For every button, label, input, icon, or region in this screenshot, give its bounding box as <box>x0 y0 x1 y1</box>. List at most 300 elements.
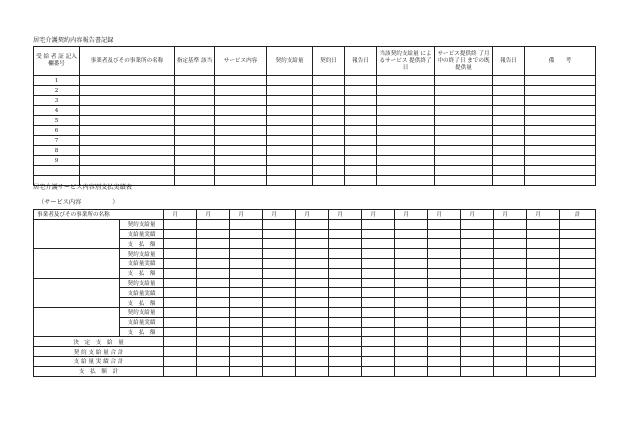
month-value-cell[interactable] <box>428 288 461 298</box>
month-value-cell[interactable] <box>461 249 494 259</box>
entry-cell[interactable] <box>267 176 313 186</box>
entry-cell[interactable] <box>267 116 313 126</box>
month-value-cell[interactable] <box>461 268 494 278</box>
provider-name-cell[interactable] <box>34 307 120 336</box>
entry-cell[interactable] <box>80 76 175 86</box>
month-value-cell[interactable] <box>395 327 428 337</box>
month-value-cell[interactable] <box>494 337 527 347</box>
month-value-cell[interactable] <box>329 239 362 249</box>
month-value-cell[interactable] <box>164 249 197 259</box>
entry-cell[interactable] <box>80 146 175 156</box>
month-value-cell[interactable] <box>329 347 362 357</box>
entry-cell[interactable] <box>525 126 596 136</box>
entry-cell[interactable] <box>435 106 493 116</box>
total-cell[interactable] <box>560 268 596 278</box>
month-value-cell[interactable] <box>329 337 362 347</box>
month-value-cell[interactable] <box>362 317 395 327</box>
entry-cell[interactable] <box>215 86 267 96</box>
month-value-cell[interactable] <box>296 239 329 249</box>
entry-cell[interactable] <box>313 176 345 186</box>
month-value-cell[interactable] <box>164 258 197 268</box>
month-value-cell[interactable] <box>296 278 329 288</box>
month-value-cell[interactable] <box>329 317 362 327</box>
entry-cell[interactable] <box>435 76 493 86</box>
month-value-cell[interactable] <box>197 219 230 229</box>
month-value-cell[interactable] <box>329 249 362 259</box>
entry-cell[interactable] <box>525 76 596 86</box>
total-cell[interactable] <box>560 366 596 376</box>
entry-cell[interactable] <box>345 86 377 96</box>
entry-cell[interactable] <box>493 126 525 136</box>
month-value-cell[interactable] <box>296 317 329 327</box>
month-value-cell[interactable] <box>461 288 494 298</box>
month-value-cell[interactable] <box>197 239 230 249</box>
total-cell[interactable] <box>560 327 596 337</box>
entry-cell[interactable] <box>313 136 345 146</box>
month-value-cell[interactable] <box>329 278 362 288</box>
month-value-cell[interactable] <box>362 356 395 366</box>
entry-cell[interactable] <box>80 116 175 126</box>
month-value-cell[interactable] <box>527 288 560 298</box>
month-value-cell[interactable] <box>263 347 296 357</box>
month-value-cell[interactable] <box>263 268 296 278</box>
month-value-cell[interactable] <box>461 327 494 337</box>
month-value-cell[interactable] <box>428 347 461 357</box>
entry-cell[interactable] <box>267 156 313 166</box>
month-value-cell[interactable] <box>362 219 395 229</box>
month-value-cell[interactable] <box>494 239 527 249</box>
month-value-cell[interactable] <box>164 347 197 357</box>
month-value-cell[interactable] <box>362 288 395 298</box>
month-value-cell[interactable] <box>164 278 197 288</box>
entry-cell[interactable] <box>80 106 175 116</box>
month-value-cell[interactable] <box>527 278 560 288</box>
month-value-cell[interactable] <box>230 337 263 347</box>
entry-cell[interactable] <box>215 106 267 116</box>
month-value-cell[interactable] <box>263 327 296 337</box>
entry-cell[interactable] <box>267 96 313 106</box>
month-value-cell[interactable] <box>395 278 428 288</box>
month-value-cell[interactable] <box>362 307 395 317</box>
month-value-cell[interactable] <box>230 229 263 239</box>
month-value-cell[interactable] <box>527 249 560 259</box>
month-value-cell[interactable] <box>164 366 197 376</box>
entry-cell[interactable] <box>435 146 493 156</box>
entry-cell[interactable] <box>525 86 596 96</box>
month-value-cell[interactable] <box>296 356 329 366</box>
entry-cell[interactable] <box>267 86 313 96</box>
entry-cell[interactable] <box>215 126 267 136</box>
month-value-cell[interactable] <box>230 249 263 259</box>
total-cell[interactable] <box>560 317 596 327</box>
month-value-cell[interactable] <box>428 366 461 376</box>
month-value-cell[interactable] <box>527 219 560 229</box>
month-value-cell[interactable] <box>428 278 461 288</box>
entry-cell[interactable] <box>525 136 596 146</box>
month-value-cell[interactable] <box>164 229 197 239</box>
month-value-cell[interactable] <box>362 298 395 308</box>
total-cell[interactable] <box>560 298 596 308</box>
month-value-cell[interactable] <box>428 327 461 337</box>
month-value-cell[interactable] <box>329 307 362 317</box>
month-value-cell[interactable] <box>296 298 329 308</box>
entry-cell[interactable] <box>377 106 435 116</box>
month-value-cell[interactable] <box>296 229 329 239</box>
entry-cell[interactable] <box>80 86 175 96</box>
month-value-cell[interactable] <box>362 327 395 337</box>
month-value-cell[interactable] <box>164 337 197 347</box>
month-value-cell[interactable] <box>395 258 428 268</box>
month-value-cell[interactable] <box>164 219 197 229</box>
entry-cell[interactable] <box>377 76 435 86</box>
entry-cell[interactable] <box>313 146 345 156</box>
month-value-cell[interactable] <box>296 249 329 259</box>
entry-cell[interactable] <box>313 166 345 176</box>
total-cell[interactable] <box>560 229 596 239</box>
month-value-cell[interactable] <box>395 347 428 357</box>
month-value-cell[interactable] <box>395 356 428 366</box>
month-value-cell[interactable] <box>296 307 329 317</box>
month-value-cell[interactable] <box>494 268 527 278</box>
month-value-cell[interactable] <box>428 298 461 308</box>
month-value-cell[interactable] <box>428 258 461 268</box>
month-value-cell[interactable] <box>263 249 296 259</box>
month-value-cell[interactable] <box>461 229 494 239</box>
entry-cell[interactable] <box>345 116 377 126</box>
entry-cell[interactable] <box>377 176 435 186</box>
entry-cell[interactable] <box>377 126 435 136</box>
entry-cell[interactable] <box>435 116 493 126</box>
month-value-cell[interactable] <box>329 298 362 308</box>
entry-cell[interactable] <box>313 156 345 166</box>
total-cell[interactable] <box>560 278 596 288</box>
total-cell[interactable] <box>560 288 596 298</box>
month-value-cell[interactable] <box>362 337 395 347</box>
month-value-cell[interactable] <box>230 278 263 288</box>
entry-cell[interactable] <box>493 96 525 106</box>
month-value-cell[interactable] <box>527 337 560 347</box>
month-value-cell[interactable] <box>197 307 230 317</box>
total-cell[interactable] <box>560 356 596 366</box>
month-value-cell[interactable] <box>395 298 428 308</box>
entry-cell[interactable] <box>377 166 435 176</box>
entry-cell[interactable] <box>345 126 377 136</box>
month-value-cell[interactable] <box>263 278 296 288</box>
provider-name-cell[interactable] <box>34 219 120 248</box>
month-value-cell[interactable] <box>494 347 527 357</box>
month-value-cell[interactable] <box>197 278 230 288</box>
entry-cell[interactable] <box>435 96 493 106</box>
entry-cell[interactable] <box>267 136 313 146</box>
entry-cell[interactable] <box>215 96 267 106</box>
entry-cell[interactable] <box>493 176 525 186</box>
month-value-cell[interactable] <box>230 347 263 357</box>
month-value-cell[interactable] <box>362 229 395 239</box>
month-value-cell[interactable] <box>197 298 230 308</box>
entry-cell[interactable] <box>377 96 435 106</box>
month-value-cell[interactable] <box>296 288 329 298</box>
provider-name-cell[interactable] <box>34 249 120 278</box>
month-value-cell[interactable] <box>296 219 329 229</box>
entry-cell[interactable] <box>313 96 345 106</box>
entry-cell[interactable] <box>435 86 493 96</box>
month-value-cell[interactable] <box>263 307 296 317</box>
month-value-cell[interactable] <box>428 229 461 239</box>
month-value-cell[interactable] <box>164 239 197 249</box>
month-value-cell[interactable] <box>230 219 263 229</box>
month-value-cell[interactable] <box>461 219 494 229</box>
month-value-cell[interactable] <box>461 307 494 317</box>
entry-cell[interactable] <box>377 116 435 126</box>
month-value-cell[interactable] <box>428 356 461 366</box>
month-value-cell[interactable] <box>197 268 230 278</box>
month-value-cell[interactable] <box>527 307 560 317</box>
month-value-cell[interactable] <box>296 337 329 347</box>
month-value-cell[interactable] <box>428 307 461 317</box>
entry-cell[interactable] <box>493 76 525 86</box>
entry-cell[interactable] <box>215 176 267 186</box>
month-value-cell[interactable] <box>230 239 263 249</box>
entry-cell[interactable] <box>525 96 596 106</box>
entry-cell[interactable] <box>175 126 215 136</box>
month-value-cell[interactable] <box>527 239 560 249</box>
entry-cell[interactable] <box>525 146 596 156</box>
month-value-cell[interactable] <box>494 298 527 308</box>
month-value-cell[interactable] <box>527 347 560 357</box>
entry-cell[interactable] <box>175 116 215 126</box>
month-value-cell[interactable] <box>428 219 461 229</box>
month-value-cell[interactable] <box>527 317 560 327</box>
month-value-cell[interactable] <box>362 258 395 268</box>
month-value-cell[interactable] <box>230 298 263 308</box>
month-value-cell[interactable] <box>494 219 527 229</box>
month-value-cell[interactable] <box>329 288 362 298</box>
entry-cell[interactable] <box>345 106 377 116</box>
month-value-cell[interactable] <box>197 258 230 268</box>
month-value-cell[interactable] <box>395 229 428 239</box>
month-value-cell[interactable] <box>164 356 197 366</box>
entry-cell[interactable] <box>345 176 377 186</box>
month-value-cell[interactable] <box>230 356 263 366</box>
month-value-cell[interactable] <box>428 337 461 347</box>
entry-cell[interactable] <box>215 76 267 86</box>
month-value-cell[interactable] <box>230 317 263 327</box>
month-value-cell[interactable] <box>230 327 263 337</box>
entry-cell[interactable] <box>80 126 175 136</box>
month-value-cell[interactable] <box>461 317 494 327</box>
entry-cell[interactable] <box>525 106 596 116</box>
entry-cell[interactable] <box>175 86 215 96</box>
entry-cell[interactable] <box>525 156 596 166</box>
entry-cell[interactable] <box>525 116 596 126</box>
month-value-cell[interactable] <box>329 327 362 337</box>
month-value-cell[interactable] <box>197 229 230 239</box>
entry-cell[interactable] <box>493 146 525 156</box>
entry-cell[interactable] <box>493 106 525 116</box>
month-value-cell[interactable] <box>329 229 362 239</box>
entry-cell[interactable] <box>345 156 377 166</box>
entry-cell[interactable] <box>345 136 377 146</box>
entry-cell[interactable] <box>175 166 215 176</box>
month-value-cell[interactable] <box>263 258 296 268</box>
entry-cell[interactable] <box>175 76 215 86</box>
entry-cell[interactable] <box>345 76 377 86</box>
total-cell[interactable] <box>560 249 596 259</box>
entry-cell[interactable] <box>215 116 267 126</box>
entry-cell[interactable] <box>435 126 493 136</box>
entry-cell[interactable] <box>493 116 525 126</box>
entry-cell[interactable] <box>435 166 493 176</box>
entry-cell[interactable] <box>175 176 215 186</box>
month-value-cell[interactable] <box>164 317 197 327</box>
entry-cell[interactable] <box>313 116 345 126</box>
month-value-cell[interactable] <box>230 288 263 298</box>
month-value-cell[interactable] <box>263 229 296 239</box>
month-value-cell[interactable] <box>428 239 461 249</box>
provider-name-cell[interactable] <box>34 278 120 307</box>
month-value-cell[interactable] <box>362 239 395 249</box>
entry-cell[interactable] <box>175 106 215 116</box>
month-value-cell[interactable] <box>494 356 527 366</box>
month-value-cell[interactable] <box>494 249 527 259</box>
entry-cell[interactable] <box>175 146 215 156</box>
entry-cell[interactable] <box>377 156 435 166</box>
entry-cell[interactable] <box>313 106 345 116</box>
month-value-cell[interactable] <box>362 268 395 278</box>
month-value-cell[interactable] <box>395 307 428 317</box>
month-value-cell[interactable] <box>395 337 428 347</box>
entry-cell[interactable] <box>215 146 267 156</box>
month-value-cell[interactable] <box>164 298 197 308</box>
month-value-cell[interactable] <box>494 258 527 268</box>
entry-cell[interactable] <box>493 166 525 176</box>
entry-cell[interactable] <box>215 156 267 166</box>
entry-cell[interactable] <box>493 156 525 166</box>
month-value-cell[interactable] <box>395 268 428 278</box>
month-value-cell[interactable] <box>329 356 362 366</box>
entry-cell[interactable] <box>175 136 215 146</box>
total-cell[interactable] <box>560 219 596 229</box>
entry-cell[interactable] <box>80 156 175 166</box>
entry-cell[interactable] <box>267 76 313 86</box>
month-value-cell[interactable] <box>164 327 197 337</box>
month-value-cell[interactable] <box>197 327 230 337</box>
month-value-cell[interactable] <box>494 288 527 298</box>
month-value-cell[interactable] <box>197 347 230 357</box>
entry-cell[interactable] <box>525 176 596 186</box>
month-value-cell[interactable] <box>230 366 263 376</box>
month-value-cell[interactable] <box>395 239 428 249</box>
month-value-cell[interactable] <box>362 278 395 288</box>
month-value-cell[interactable] <box>263 366 296 376</box>
month-value-cell[interactable] <box>197 317 230 327</box>
month-value-cell[interactable] <box>461 366 494 376</box>
month-value-cell[interactable] <box>395 366 428 376</box>
month-value-cell[interactable] <box>164 288 197 298</box>
month-value-cell[interactable] <box>197 356 230 366</box>
entry-cell[interactable] <box>345 166 377 176</box>
month-value-cell[interactable] <box>296 366 329 376</box>
entry-cell[interactable] <box>493 86 525 96</box>
month-value-cell[interactable] <box>428 317 461 327</box>
month-value-cell[interactable] <box>164 268 197 278</box>
entry-cell[interactable] <box>313 76 345 86</box>
month-value-cell[interactable] <box>296 327 329 337</box>
month-value-cell[interactable] <box>494 327 527 337</box>
month-value-cell[interactable] <box>362 347 395 357</box>
total-cell[interactable] <box>560 258 596 268</box>
month-value-cell[interactable] <box>263 288 296 298</box>
month-value-cell[interactable] <box>461 298 494 308</box>
entry-cell[interactable] <box>267 146 313 156</box>
month-value-cell[interactable] <box>527 229 560 239</box>
month-value-cell[interactable] <box>395 317 428 327</box>
entry-cell[interactable] <box>313 126 345 136</box>
total-cell[interactable] <box>560 337 596 347</box>
month-value-cell[interactable] <box>197 249 230 259</box>
month-value-cell[interactable] <box>494 307 527 317</box>
entry-cell[interactable] <box>377 136 435 146</box>
month-value-cell[interactable] <box>329 366 362 376</box>
month-value-cell[interactable] <box>494 229 527 239</box>
entry-cell[interactable] <box>345 146 377 156</box>
entry-cell[interactable] <box>175 156 215 166</box>
month-value-cell[interactable] <box>461 239 494 249</box>
month-value-cell[interactable] <box>461 278 494 288</box>
month-value-cell[interactable] <box>230 307 263 317</box>
month-value-cell[interactable] <box>527 327 560 337</box>
month-value-cell[interactable] <box>197 337 230 347</box>
entry-cell[interactable] <box>267 126 313 136</box>
entry-cell[interactable] <box>80 96 175 106</box>
entry-cell[interactable] <box>493 136 525 146</box>
entry-cell[interactable] <box>377 146 435 156</box>
month-value-cell[interactable] <box>395 219 428 229</box>
month-value-cell[interactable] <box>296 268 329 278</box>
month-value-cell[interactable] <box>494 317 527 327</box>
entry-cell[interactable] <box>215 166 267 176</box>
entry-cell[interactable] <box>215 136 267 146</box>
month-value-cell[interactable] <box>197 366 230 376</box>
month-value-cell[interactable] <box>329 258 362 268</box>
month-value-cell[interactable] <box>527 268 560 278</box>
month-value-cell[interactable] <box>263 337 296 347</box>
month-value-cell[interactable] <box>263 356 296 366</box>
month-value-cell[interactable] <box>461 356 494 366</box>
entry-cell[interactable] <box>435 156 493 166</box>
total-cell[interactable] <box>560 239 596 249</box>
entry-cell[interactable] <box>525 166 596 176</box>
entry-cell[interactable] <box>435 136 493 146</box>
month-value-cell[interactable] <box>461 258 494 268</box>
month-value-cell[interactable] <box>362 249 395 259</box>
entry-cell[interactable] <box>80 136 175 146</box>
entry-cell[interactable] <box>435 176 493 186</box>
month-value-cell[interactable] <box>428 268 461 278</box>
total-cell[interactable] <box>560 347 596 357</box>
month-value-cell[interactable] <box>461 347 494 357</box>
entry-cell[interactable] <box>313 86 345 96</box>
entry-cell[interactable] <box>267 106 313 116</box>
entry-cell[interactable] <box>175 96 215 106</box>
month-value-cell[interactable] <box>230 268 263 278</box>
month-value-cell[interactable] <box>527 366 560 376</box>
entry-cell[interactable] <box>80 166 175 176</box>
month-value-cell[interactable] <box>329 219 362 229</box>
month-value-cell[interactable] <box>362 366 395 376</box>
month-value-cell[interactable] <box>296 258 329 268</box>
month-value-cell[interactable] <box>230 258 263 268</box>
